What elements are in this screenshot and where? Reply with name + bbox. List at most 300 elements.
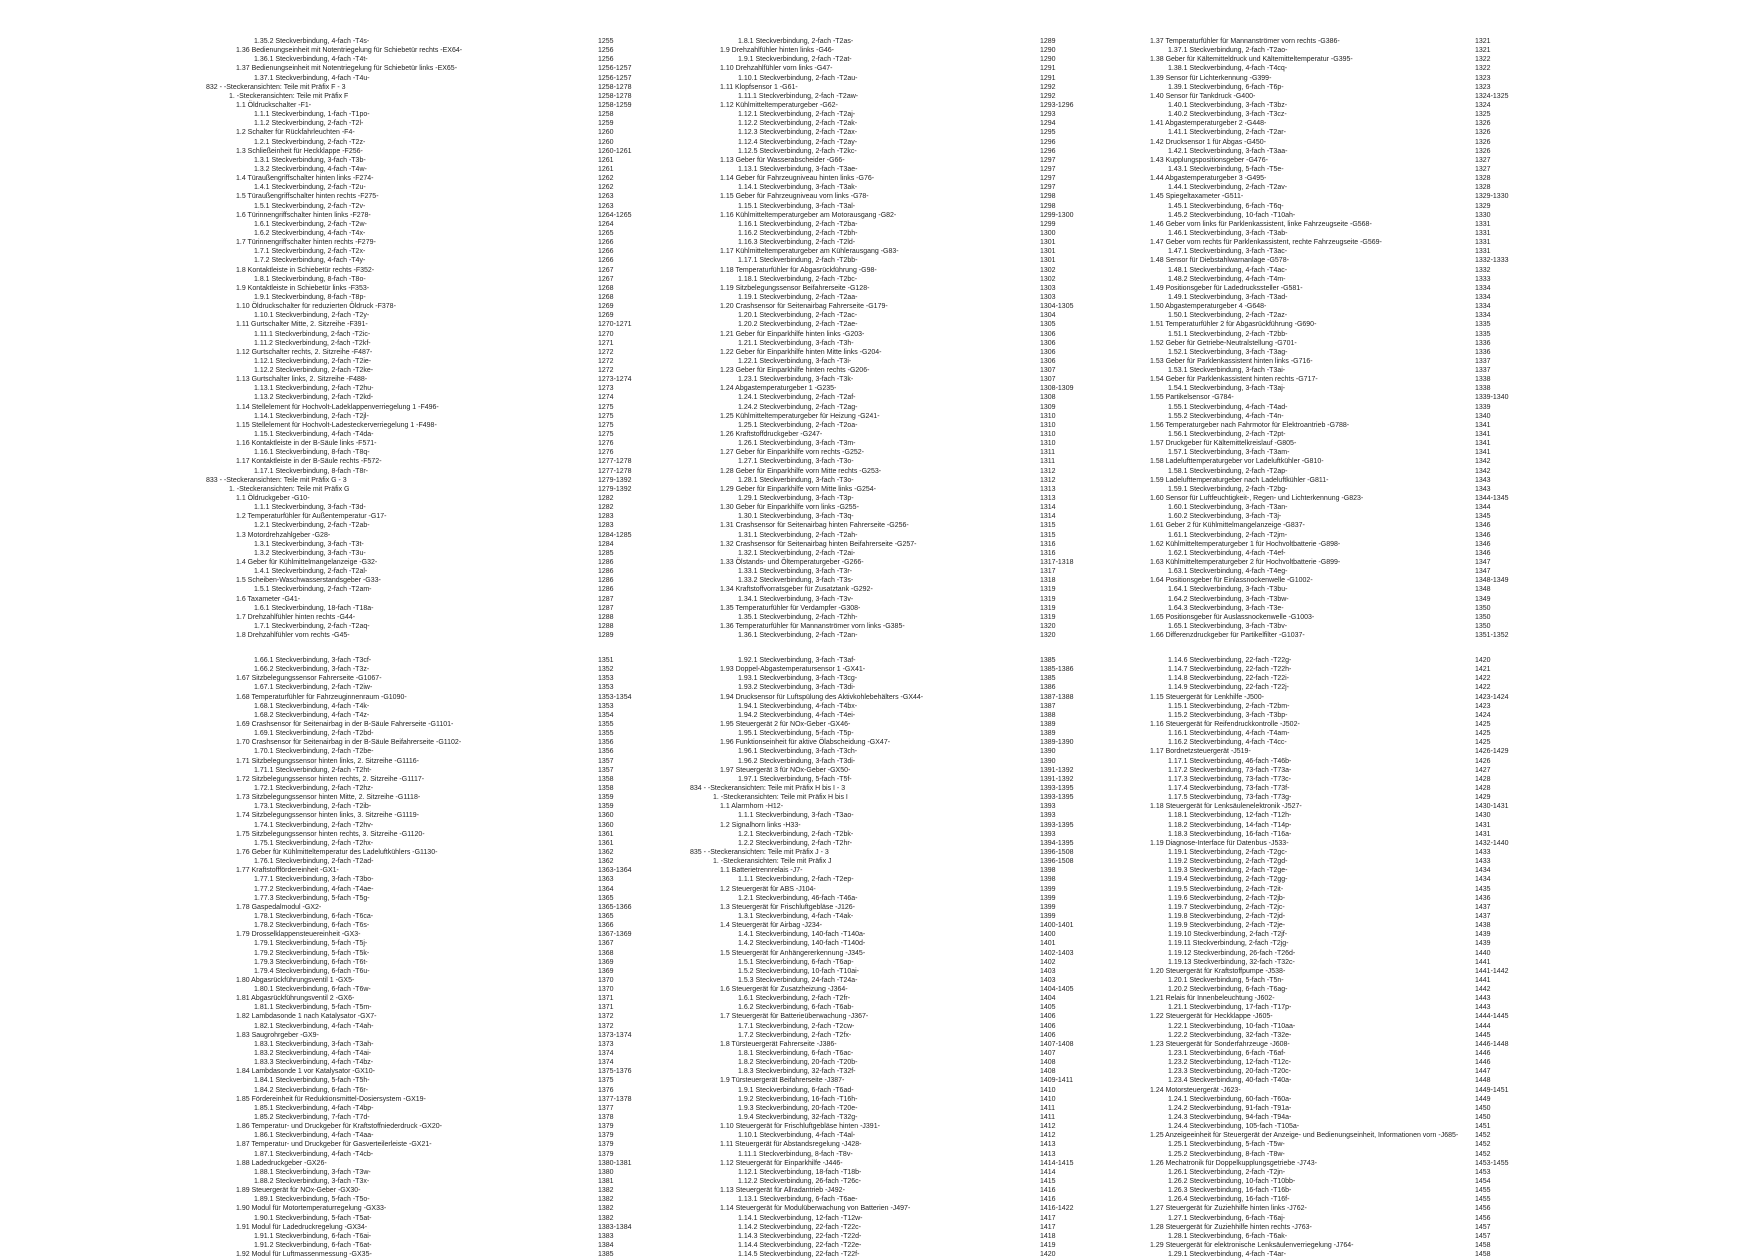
toc-entry-title: 1.96.1 Steckverbindung, 3-fach -T3ch- [738, 748, 858, 756]
toc-entry [1150, 448, 1491, 457]
toc-entry [1150, 393, 1509, 402]
toc-entry-title: 1.22.1 Steckverbindung, 10-fach -T10aa- [1168, 1022, 1296, 1030]
toc-entry-pages: 1260 [598, 129, 614, 137]
toc-entry [1150, 238, 1491, 247]
toc-entry-title: 1.39 Sensor für Lichterkennung -G399- [1150, 74, 1272, 82]
toc-entry-pages: 1293-1296 [1040, 101, 1074, 109]
toc-entry [1150, 128, 1491, 137]
toc-entry-title: 1.4.1 Steckverbindung, 2-fach -T2u- [254, 184, 366, 192]
toc-entry-title: 1.72 Sitzbelegungssensor hinten rechts, 2. Sitzreihe -G1117- [236, 775, 425, 783]
toc-entry [236, 604, 614, 613]
toc-entry-pages: 1310 [1040, 412, 1056, 420]
toc-entry [720, 1150, 1056, 1159]
toc-entry-pages: 1350 [1475, 604, 1491, 612]
toc-entry-pages: 1328 [1475, 175, 1491, 183]
toc-entry [720, 1031, 1056, 1040]
toc-entry [720, 985, 1074, 994]
toc-entry-pages: 1301 [1040, 248, 1056, 256]
toc-entry-title: 1.75 Sitzbelegungssensor hinten rechts, 3. Sitzreihe -G1120- [236, 830, 425, 838]
toc-entry-pages: 1324 [1475, 101, 1491, 109]
toc-entry [720, 656, 1056, 665]
toc-entry-title: 1.27 Geber für Einparkhilfe vorn rechts -G252- [720, 449, 864, 457]
toc-entry [1150, 211, 1491, 220]
toc-entry-pages: 1377 [598, 1104, 614, 1112]
toc-entry-pages: 1290 [1040, 47, 1056, 55]
toc-entry-title: 1.6.1 Steckverbindung, 2-fach -T2w- [254, 220, 367, 228]
toc-entry-title: 1.1 Öldruckschalter -F1- [236, 101, 312, 109]
toc-entry-pages: 1358 [598, 784, 614, 792]
toc-entry-title: 1.33.2 Steckverbindung, 3-fach -T3s- [738, 577, 854, 585]
toc-entry-title: 1.64.1 Steckverbindung, 3-fach -T3bu- [1168, 586, 1288, 594]
toc-entry-pages: 1276 [598, 449, 614, 457]
toc-entry-pages: 1396-1508 [1040, 858, 1074, 866]
toc-entry-pages: 1333 [1475, 275, 1491, 283]
toc-entry-title: 1.80 Abgasrückführungsventil 1 -GX5- [236, 976, 355, 984]
toc-entry-title: 1.5.1 Steckverbindung, 2-fach -T2v- [254, 202, 366, 210]
toc-entry-title: 1.28 Geber für Einparkhilfe vorn Mitte rechts -G253- [720, 467, 882, 475]
toc-entry-pages: 1455 [1475, 1196, 1491, 1204]
toc-entry-title: 1. -Steckeransichten: Teile mit Präfix F [229, 92, 349, 100]
toc-entry [1150, 46, 1491, 55]
toc-entry-pages: 1313 [1040, 485, 1056, 493]
toc-entry-title: 1.3.1 Steckverbindung, 3-fach -T3b- [254, 156, 366, 164]
toc-entry-title: 1.17.5 Steckverbindung, 73-fach -T73g- [1168, 794, 1292, 802]
toc-entry-title: 1.13 Steuergerät für Allradantrieb -J492- [720, 1187, 845, 1195]
toc-entry [1150, 1113, 1491, 1122]
toc-entry-pages: 1369 [598, 958, 614, 966]
toc-entry [236, 985, 614, 994]
toc-entry [1150, 631, 1509, 640]
toc-entry-title: 1.53.1 Steckverbindung, 3-fach -T3ai- [1168, 367, 1286, 375]
toc-entry-title: 1.3.1 Steckverbindung, 3-fach -T3t- [254, 540, 364, 548]
toc-entry-title: 1.19.9 Steckverbindung, 2-fach -T2je- [1168, 922, 1286, 930]
toc-entry-pages: 1398 [1040, 867, 1056, 875]
toc-entry [236, 1140, 614, 1149]
toc-entry-pages: 1319 [1040, 586, 1056, 594]
toc-entry [1150, 757, 1491, 766]
toc-entry-title: 1.4 Steuergerät für Airbag -J234- [720, 922, 822, 930]
toc-entry-pages: 1373 [598, 1040, 614, 1048]
toc-entry [1150, 1241, 1491, 1250]
toc-entry [720, 384, 1074, 393]
toc-entry-pages: 1263 [598, 193, 614, 201]
toc-entry-pages: 1448 [1475, 1077, 1491, 1085]
toc-entry [720, 894, 1056, 903]
toc-entry [236, 1186, 614, 1195]
toc-entry [236, 958, 614, 967]
toc-entry-pages: 1326 [1475, 120, 1491, 128]
toc-entry [236, 64, 632, 73]
toc-entry-title: 1.19.3 Steckverbindung, 2-fach -T2ge- [1168, 867, 1288, 875]
toc-entry [1150, 256, 1509, 265]
toc-entry-pages: 1429 [1475, 794, 1491, 802]
toc-entry-title: 1.64 Positionsgeber für Einlassnockenwelle -G1002- [1150, 577, 1313, 585]
toc-entry-pages: 1320 [1040, 623, 1056, 630]
toc-entry-title: 1.9 Türsteuergerät Beifahrerseite -J387- [720, 1077, 845, 1085]
toc-entry-title: 1.12.3 Steckverbindung, 2-fach -T2ax- [738, 129, 858, 137]
toc-entry-pages: 1327 [1475, 165, 1491, 173]
toc-entry [236, 631, 614, 640]
toc-entry-pages: 1368 [598, 949, 614, 957]
toc-entry [720, 540, 1056, 549]
toc-entry [236, 1241, 614, 1250]
toc-entry [720, 1204, 1074, 1213]
toc-entry [1150, 1232, 1491, 1241]
toc-entry-pages: 1456 [1475, 1205, 1491, 1213]
toc-entry-pages: 1314 [1040, 513, 1056, 521]
toc-entry-pages: 1307 [1040, 376, 1056, 384]
toc-entry [1150, 894, 1491, 903]
toc-entry-pages: 1409-1411 [1040, 1077, 1073, 1085]
toc-entry-title: 1.79 Drosselklappensteuereinheit -GX3- [236, 931, 361, 939]
toc-entry-pages: 1422 [1475, 684, 1491, 692]
toc-entry-title: 1.16.2 Steckverbindung, 2-fach -T2bh- [738, 229, 858, 237]
toc-entry-pages: 1264-1265 [598, 211, 632, 219]
toc-entry-pages: 1332 [1475, 266, 1491, 274]
toc-entry-pages: 1296 [1040, 147, 1056, 155]
toc-entry [1150, 92, 1509, 101]
toc-entry [1150, 366, 1491, 375]
toc-entry-pages: 1441-1442 [1475, 967, 1509, 975]
toc-entry-title: 1.71 Sitzbelegungssensor hinten links, 2. Sitzreihe -G1116- [236, 757, 420, 765]
toc-entry [236, 585, 614, 594]
toc-entry-pages: 1338 [1475, 385, 1491, 393]
toc-entry-pages: 1437 [1475, 903, 1491, 911]
toc-entry-title: 1.11.1 Steckverbindung, 8-fach -T8v- [738, 1150, 853, 1158]
toc-entry-pages: 1414-1415 [1040, 1159, 1074, 1167]
toc-entry-pages: 1306 [1040, 357, 1056, 365]
toc-entry-pages: 1321 [1475, 38, 1491, 45]
toc-entry-title: 1.17 Bordnetzsteuergerät -J519- [1150, 748, 1251, 756]
toc-entry-title: 1.66 Differenzdruckgeber für Partikelfilter -G1037- [1150, 632, 1305, 640]
toc-entry-title: 1.22.2 Steckverbindung, 32-fach -T32e- [1168, 1031, 1292, 1039]
toc-entry [720, 921, 1074, 930]
toc-entry-pages: 1313 [1040, 495, 1056, 503]
toc-entry-pages: 1296 [1040, 138, 1056, 146]
toc-entry [720, 165, 1056, 174]
toc-entry [1150, 729, 1491, 738]
toc-entry-pages: 1299 [1040, 220, 1056, 228]
toc-entry-title: 1.52.1 Steckverbindung, 3-fach -T3ag- [1168, 348, 1288, 356]
toc-entry-title: 1.74 Sitzbelegungssensor hinten links, 3. Sitzreihe -G1119- [236, 812, 420, 820]
toc-entry [206, 83, 632, 92]
toc-entry [236, 994, 614, 1003]
toc-entry-pages: 1379 [598, 1123, 614, 1131]
toc-entry-title: 1.57.1 Steckverbindung, 3-fach -T3am- [1168, 449, 1290, 457]
toc-entry-pages: 1352 [598, 666, 614, 674]
toc-entry [720, 976, 1056, 985]
toc-entry [236, 711, 614, 720]
toc-entry-title: 1.16.1 Steckverbindung, 8-fach -T8q- [254, 449, 370, 457]
toc-entry-title: 1.88 Ladedruckgeber -GX26- [236, 1159, 327, 1167]
toc-entry [236, 976, 614, 985]
toc-entry-title: 1.1 Batterietrennrelais -J7- [720, 867, 803, 875]
toc-entry [236, 192, 614, 201]
toc-entry-title: 835 - -Steckeransichten: Teile mit Präfix J - 3 [690, 848, 829, 856]
toc-entry-pages: 1444-1445 [1475, 1013, 1509, 1021]
toc-entry [236, 330, 614, 339]
toc-entry [1150, 839, 1509, 848]
toc-entry-pages: 1390 [1040, 748, 1056, 756]
toc-entry-title: 1.10 Steuergerät für Frischluftgebläse hinten -J391- [720, 1123, 880, 1131]
toc-entry [720, 330, 1056, 339]
toc-entry-title: 1.37 Bedienungseinheit mit Notentriegelung für Schiebetür links -EX65- [236, 65, 458, 73]
toc-entry-pages: 1407-1408 [1040, 1040, 1074, 1048]
toc-entry [1150, 976, 1491, 985]
toc-entry [236, 793, 614, 802]
toc-entry-pages: 1357 [598, 766, 614, 774]
toc-entry-pages: 1406 [1040, 1022, 1056, 1030]
toc-entry-pages: 1272 [598, 367, 614, 375]
toc-entry-title: 1.15 Steuergerät für Lenkhilfe -J500- [1150, 693, 1265, 701]
toc-entry-pages: 1331 [1475, 229, 1491, 237]
toc-entry [720, 1177, 1056, 1186]
toc-entry-title: 1.10.1 Steckverbindung, 2-fach -T2au- [738, 74, 858, 82]
toc-entry-title: 1.80.1 Steckverbindung, 6-fach -T6w- [254, 986, 371, 994]
toc-entry-title: 1.87.1 Steckverbindung, 4-fach -T4cb- [254, 1150, 374, 1158]
toc-entry-title: 1.1 Alarmhorn -H12- [720, 803, 784, 811]
toc-entry-title: 1.15.1 Steckverbindung, 4-fach -T4da- [254, 431, 374, 439]
toc-entry-title: 1.1.1 Steckverbindung, 3-fach -T3ao- [738, 812, 854, 820]
toc-entry-title: 1.33 Ölstands- und Öltemperaturgeber -G266- [720, 559, 864, 567]
toc-entry-pages: 1266 [598, 239, 614, 247]
toc-entry [236, 229, 614, 238]
toc-entry-title: 1.23 Steuergerät für Sonderfahrzeuge -J608- [1150, 1040, 1290, 1048]
toc-entry-title: 1.62.1 Steckverbindung, 4-fach -T4ef- [1168, 549, 1286, 557]
toc-entry-title: 1.19.13 Steckverbindung, 32-fach -T32c- [1168, 958, 1295, 966]
toc-entry [236, 110, 614, 119]
toc-entry-pages: 1349 [1475, 595, 1491, 603]
toc-entry [720, 1067, 1056, 1076]
toc-entry-pages: 1431 [1475, 830, 1491, 838]
toc-entry [1150, 147, 1491, 156]
toc-entry [1150, 412, 1491, 421]
toc-entry-pages: 1369 [598, 967, 614, 975]
toc-entry [720, 512, 1056, 521]
toc-entry-pages: 1379 [598, 1141, 614, 1149]
toc-entry-pages: 1331 [1475, 220, 1491, 228]
toc-entry [720, 485, 1056, 494]
toc-entry-pages: 1256-1257 [598, 74, 632, 82]
toc-column-1 [206, 37, 632, 640]
toc-entry [1150, 156, 1491, 165]
toc-entry [1150, 64, 1491, 73]
toc-entry-title: 1.47 Geber vorn rechts für Parklenkassistent, rechte Fahrzeugseite -G569- [1150, 239, 1382, 247]
toc-entry-pages: 1446 [1475, 1050, 1491, 1058]
toc-entry-pages: 1308 [1040, 394, 1056, 402]
toc-entry [236, 430, 614, 439]
toc-entry-title: 1.14.1 Steckverbindung, 2-fach -T2jl- [254, 412, 369, 420]
toc-entry-pages: 1390 [1040, 757, 1056, 765]
toc-entry-pages: 1345 [1475, 513, 1491, 521]
toc-entry-pages: 1380-1381 [598, 1159, 632, 1167]
toc-entry-title: 1.9 Kontaktleiste in Schiebetür links -F353- [236, 284, 370, 292]
toc-entry-title: 1.19.1 Steckverbindung, 2-fach -T2aa- [738, 293, 858, 301]
toc-entry-pages: 1393-1395 [1040, 821, 1074, 829]
toc-entry-title: 1.26.2 Steckverbindung, 10-fach -T10bb- [1168, 1178, 1296, 1186]
toc-entry-title: 1.10.1 Steckverbindung, 2-fach -T2y- [254, 312, 370, 320]
toc-entry-pages: 1292 [1040, 83, 1056, 91]
toc-entry-title: 1.66.1 Steckverbindung, 3-fach -T3cf- [254, 657, 372, 664]
toc-entry-title: 1.77.3 Steckverbindung, 5-fach -T5g- [254, 894, 370, 902]
toc-entry [236, 613, 614, 622]
toc-column-3 [1150, 37, 1509, 640]
toc-entry [1150, 1049, 1491, 1058]
toc-entry-title: 1.76 Geber für Kühlmitteltemperatur des Ladeluftkühlers -G1130- [236, 848, 438, 856]
toc-entry [720, 46, 1056, 55]
toc-entry-title: 1.37 Temperaturfühler für Mannanströmer vorn rechts -G386- [1150, 38, 1340, 45]
toc-entry-pages: 1458 [1475, 1242, 1491, 1249]
toc-entry [236, 457, 632, 466]
toc-entry [1150, 802, 1509, 811]
toc-entry-pages: 1261 [598, 156, 614, 164]
toc-entry-pages: 1414 [1040, 1168, 1056, 1176]
toc-entry-title: 1.18.1 Steckverbindung, 2-fach -T2bc- [738, 275, 858, 283]
toc-entry-title: 1.24.4 Steckverbindung, 105-fach -T105a- [1168, 1123, 1300, 1131]
toc-entry-title: 1.34 Kraftstoffvorratsgeber für Zusatztank -G292- [720, 586, 873, 594]
toc-entry-title: 1.12.4 Steckverbindung, 2-fach -T2ay- [738, 138, 858, 146]
toc-entry-title: 1.1.1 Steckverbindung, 2-fach -T2ep- [738, 876, 854, 884]
toc-entry-pages: 1258-1259 [598, 101, 632, 109]
toc-entry [720, 839, 1074, 848]
toc-entry [236, 939, 614, 948]
toc-entry-pages: 1282 [598, 504, 614, 512]
toc-entry [236, 46, 614, 55]
toc-entry-title: 1.4.1 Steckverbindung, 140-fach -T140a- [738, 931, 866, 939]
toc-entry [720, 37, 1056, 46]
toc-entry [236, 531, 632, 540]
toc-entry-title: 1.35.1 Steckverbindung, 2-fach -T2hh- [738, 613, 858, 621]
toc-entry-title: 832 - -Steckeransichten: Teile mit Präfix F - 3 [206, 83, 346, 91]
toc-entry-pages: 1413 [1040, 1150, 1056, 1158]
toc-entry-title: 1.96.2 Steckverbindung, 3-fach -T3di- [738, 757, 856, 765]
toc-entry-title: 1.6.2 Steckverbindung, 6-fach -T6ab- [738, 1004, 854, 1012]
toc-entry [236, 174, 614, 183]
toc-entry [720, 720, 1056, 729]
toc-entry-title: 1.14.3 Steckverbindung, 22-fach -T22d- [738, 1232, 862, 1240]
toc-entry [236, 311, 614, 320]
toc-entry-pages: 1264 [598, 220, 614, 228]
toc-entry-title: 1.61.1 Steckverbindung, 2-fach -T2jm- [1168, 531, 1288, 539]
toc-entry [1150, 247, 1491, 256]
toc-entry-title: 1.84.2 Steckverbindung, 6-fach -T6r- [254, 1086, 369, 1094]
toc-entry-pages: 1347 [1475, 568, 1491, 576]
toc-entry-pages: 1287 [598, 604, 614, 612]
toc-entry-pages: 1255 [598, 38, 614, 45]
toc-entry [236, 183, 614, 192]
toc-entry-title: 1.8.1 Steckverbindung, 8-fach -T8o- [254, 275, 366, 283]
toc-entry-pages: 1302 [1040, 275, 1056, 283]
toc-entry-pages: 1270 [598, 330, 614, 338]
toc-entry [236, 448, 614, 457]
toc-entry-pages: 1292 [1040, 92, 1056, 100]
toc-entry-pages: 1299-1300 [1040, 211, 1074, 219]
toc-entry [1150, 430, 1491, 439]
toc-entry-title: 1.19 Sitzbelegungssensor Beifahrerseite -G128- [720, 284, 870, 292]
toc-entry-pages: 1396-1508 [1040, 848, 1074, 856]
toc-entry-pages: 1432-1440 [1475, 839, 1509, 847]
toc-entry-title: 1.19.8 Steckverbindung, 2-fach -T2jd- [1168, 912, 1286, 920]
toc-entry-title: 1.41 Abgastemperaturgeber 2 -G448- [1150, 120, 1267, 128]
toc-entry-title: 1.82.1 Steckverbindung, 4-fach -T4ah- [254, 1022, 374, 1030]
toc-entry-pages: 1413 [1040, 1141, 1056, 1149]
toc-entry-title: 1.16 Kontaktleiste in der B-Säule links -F571- [236, 440, 377, 448]
toc-entry-title: 1.11 Klopfsensor 1 -G61- [720, 83, 798, 91]
toc-entry [236, 247, 614, 256]
toc-entry [720, 1159, 1074, 1168]
toc-entry [720, 174, 1056, 183]
toc-entry-title: 1.36 Temperaturfühler für Mannanströmer vorn links -G385- [720, 623, 905, 630]
toc-entry [720, 967, 1056, 976]
toc-entry-pages: 1366 [598, 922, 614, 930]
toc-entry [720, 403, 1056, 412]
toc-entry-title: 1.5.1 Steckverbindung, 2-fach -T2am- [254, 586, 372, 594]
toc-entry [720, 412, 1056, 421]
toc-entry [720, 1086, 1056, 1095]
toc-entry-title: 1.38.1 Steckverbindung, 4-fach -T4cq- [1168, 65, 1288, 73]
toc-entry [1150, 1223, 1491, 1232]
toc-entry [1150, 174, 1491, 183]
toc-entry-title: 1.26.3 Steckverbindung, 16-fach -T16b- [1168, 1187, 1292, 1195]
toc-entry-title: 1.19.5 Steckverbindung, 2-fach -T2it- [1168, 885, 1284, 893]
toc-entry [1150, 192, 1509, 201]
toc-entry-pages: 1412 [1040, 1123, 1056, 1131]
toc-entry-title: 1.12.2 Steckverbindung, 2-fach -T2ak- [738, 120, 858, 128]
toc-entry-pages: 1359 [598, 803, 614, 811]
toc-entry [720, 211, 1074, 220]
toc-entry-pages: 1311 [1040, 449, 1056, 457]
toc-entry-pages: 1376 [598, 1086, 614, 1094]
toc-entry-pages: 1262 [598, 184, 614, 192]
toc-entry-pages: 1406 [1040, 1031, 1056, 1039]
toc-entry-pages: 1302 [1040, 266, 1056, 274]
toc-entry-pages: 1298 [1040, 193, 1056, 201]
toc-entry-pages: 1446 [1475, 1059, 1491, 1067]
toc-entry-title: 1.60 Sensor für Luftfeuchtigkeit-, Regen- und Lichterkennung -G823- [1150, 495, 1364, 503]
toc-entry-title: 1.83.3 Steckverbindung, 4-fach -T4bz- [254, 1059, 374, 1067]
toc-entry [236, 821, 614, 830]
toc-entry-title: 1.74.1 Steckverbindung, 2-fach -T2hv- [254, 821, 374, 829]
toc-entry [1150, 693, 1509, 702]
toc-entry-pages: 1379 [598, 1132, 614, 1140]
toc-entry-pages: 1443 [1475, 995, 1491, 1003]
toc-entry-title: 1.65 Positionsgeber für Auslassnockenwelle -G1003- [1150, 613, 1315, 621]
toc-entry-pages: 1391-1392 [1040, 775, 1074, 783]
toc-entry-pages: 1286 [598, 568, 614, 576]
toc-entry-pages: 1326 [1475, 147, 1491, 155]
toc-entry-pages: 1403 [1040, 976, 1056, 984]
toc-entry-title: 1.2 Signalhorn links -H33- [720, 821, 801, 829]
toc-entry [720, 576, 1056, 585]
toc-entry-title: 1.21.1 Steckverbindung, 17-fach -T17p- [1168, 1004, 1292, 1012]
toc-entry-pages: 1334 [1475, 312, 1491, 320]
toc-entry-pages: 1340 [1475, 412, 1491, 420]
toc-entry-pages: 1273-1274 [598, 376, 632, 384]
toc-entry-pages: 1382 [598, 1187, 614, 1195]
toc-entry [720, 375, 1056, 384]
toc-entry-title: 1.91 Modul für Ladedruckregelung -GX34- [236, 1223, 368, 1231]
toc-entry-pages: 1378 [598, 1114, 614, 1122]
toc-entry-title: 1.8.3 Steckverbindung, 32-fach -T32f- [738, 1068, 856, 1076]
toc-entry [236, 622, 614, 631]
toc-entry-pages: 1332-1333 [1475, 257, 1509, 265]
toc-entry-title: 1.45.1 Steckverbindung, 6-fach -T6q- [1168, 202, 1284, 210]
toc-entry [1150, 330, 1491, 339]
toc-entry [1150, 1177, 1491, 1186]
toc-entry-pages: 1328 [1475, 184, 1491, 192]
toc-entry [1150, 683, 1491, 692]
toc-entry-pages: 1323 [1475, 74, 1491, 82]
